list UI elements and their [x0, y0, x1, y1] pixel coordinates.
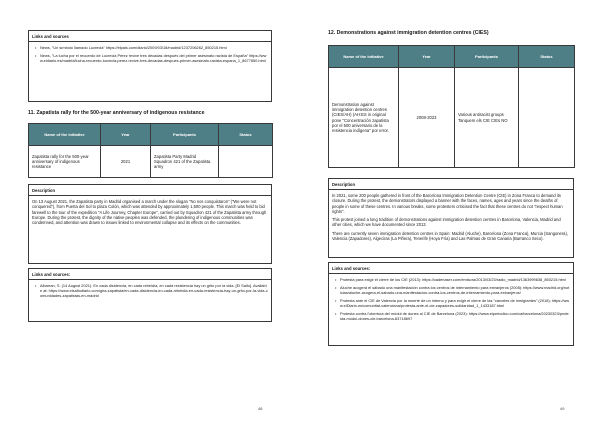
- table-cell: 2008-2023: [399, 68, 455, 168]
- description-label: Description: [329, 179, 573, 190]
- section-title: 11. Zapatista rally for the 500-year anniversary of indigenous resistance: [28, 110, 205, 116]
- section-title: 12. Demonstrations against immigration detention centres (CIES): [328, 30, 489, 36]
- list-item: • Protesta ante el CIE de Valencia por la muerte de un interno y para exigir el cierre de las "cárceles de inmigrantes" (2018): https://www.elDiario.es/comunitat-valenciana/protesta-ante-el-cie-zapadores-solidaridad_1_1433187.html: [332, 298, 570, 308]
- right-page: [300, 0, 600, 424]
- initiative-table: [28, 123, 273, 178]
- page-number: 48: [258, 406, 263, 411]
- links-list: [32, 45, 268, 63]
- page-number: 49: [560, 406, 565, 411]
- list-item: • Aluche acogerá el sábado una manifestación contra los centros de internamiento para extranjeros (2008): https://www.madrid.org/noticias/aluche-acogera-el-sabado-una-manifestacion-contra-los-centros-de-internamiento-para-extranjeros/: [332, 285, 570, 295]
- list-item: • News, "Un símbolo llamado Lucrecia" https://elpais.com/diario/2009/03/18/madrid/1237206262_850215.html: [32, 45, 268, 50]
- table-header: Year: [399, 46, 455, 68]
- list-item: • News, "La lucha por el recuerdo de Lucrecia Pérez revive tres décadas después del primer asesinato racista de España" https://www.eldiario.es/madrid/lucha-recuerdo-lucrecia-perez-revive-tres-decadas-despues-primer-asesinato-racista-espana_1_8677850.html: [32, 53, 268, 63]
- links-sources-box-2: [28, 268, 272, 322]
- links-sources-box-1: [28, 30, 272, 102]
- links-sources-label: Links and sources: [29, 31, 271, 42]
- table-cell: 2021: [101, 146, 151, 178]
- table-header: Status: [519, 46, 575, 68]
- table-cell: Zapatista Party Madrid Squadron 421 of the Zapatista army: [151, 146, 219, 178]
- table-cell: Various antiracist groups Tanquem els CIE CIEs NO: [455, 68, 519, 168]
- table-cell: Demonstration against immigration detention centres (CIES/AH) (AH:ES in original pone "Concentración zapatista por el 500 aniversario de la resistencia indígena" por error.: [329, 68, 399, 168]
- links-list: [32, 283, 268, 299]
- list-item: • Albarran, S. (14 August 2021). En cada disidencia, en cada rebeldía, en cada resistencia hay un grito por la vida. [El Salto]. Available at: https://www.elsaltodiario.com/gira-zapatista/en-cada-disidencia-en-cada-rebeldia-en-cada-resistencia-hay-un-grito-por-la-vida-comunidades-zapatistas-en-madrid: [32, 283, 268, 299]
- table-header: Participants: [455, 46, 519, 68]
- description-text: In 2021, some 200 people gathered in front of the Barcelona Immigration Detention Centre (CIE) in Zona Franca to demand its closure. During the protest, the demonstrators displayed a banner with the faces, names, ages and years since the deaths of people in some of these centres. In various breaks, some protesters criticised the fact that these centres do not "respect human rights".: [332, 193, 563, 214]
- table-header: Name of the initiative: [329, 46, 399, 68]
- table-cell: [519, 68, 575, 168]
- links-sources-label: Links and sources:: [29, 269, 271, 280]
- description-text: This protest joined a long tradition of demonstrations against immigration detention centres in Barcelona, Valencia, Madrid and other cities, which we have documented since 2013.: [332, 217, 561, 228]
- description-text: On 13 August 2021, the Zapatista party in Madrid organised a march under the slogan "No nos conquistaron" ("We were not conquered"), from Puerta del Sol to plaza Colón, which was attended by approximately 1,500 people. This march was held to bid farewell to the tour of the expedition "A Life Journey, Chapter Europe", carried out by Squadron 421 of the Zapatista army through Europe. During the protest, the dignity of the native peoples was defended, the plundering of indigenous communities was condemned, and attention was drawn to issues linked to environmental collapse and its effects on the communities.: [32, 199, 267, 226]
- table-header: Name of the initiative: [29, 124, 101, 146]
- table-header: Year: [101, 124, 151, 146]
- list-item: • Protesta para exigir el cierre de los CIE (2013): https://cadenaser.com/emisora/2013/03/23/radio_madrid/1363999838_850215.html: [332, 277, 570, 282]
- description-text: There are currently seven immigration detention centres in Spain: Madrid (Aluche), Barcelona (Zona Franca), Murcia (Sangonera), Valencia (Zapadores), Algeciras (La Piñera), Tenerife (Hoya Fría) and Las Palmas de Gran Canaria (Barranco Seco).: [332, 230, 568, 242]
- table-cell: Zapatista rally for the 500-year anniversary of indigenous resistance: [29, 146, 101, 178]
- list-item: • Protesta contra l'obertura del mòdul de dones al CIE de Barcelona (2023): https://www.elperiodico.com/ca/barcelona/20230323/protesta-modul-dones-cie-barcelona-83718697: [332, 311, 570, 321]
- table-header: Status: [219, 124, 273, 146]
- description-box: [28, 184, 272, 264]
- links-sources-box: [328, 262, 574, 346]
- links-list: [332, 277, 570, 321]
- initiative-table: [328, 45, 575, 168]
- table-cell: [219, 146, 273, 178]
- description-box: [328, 178, 574, 258]
- table-header: Participants: [151, 124, 219, 146]
- links-sources-label: Links and sources:: [329, 263, 573, 274]
- description-label: Description: [29, 185, 271, 196]
